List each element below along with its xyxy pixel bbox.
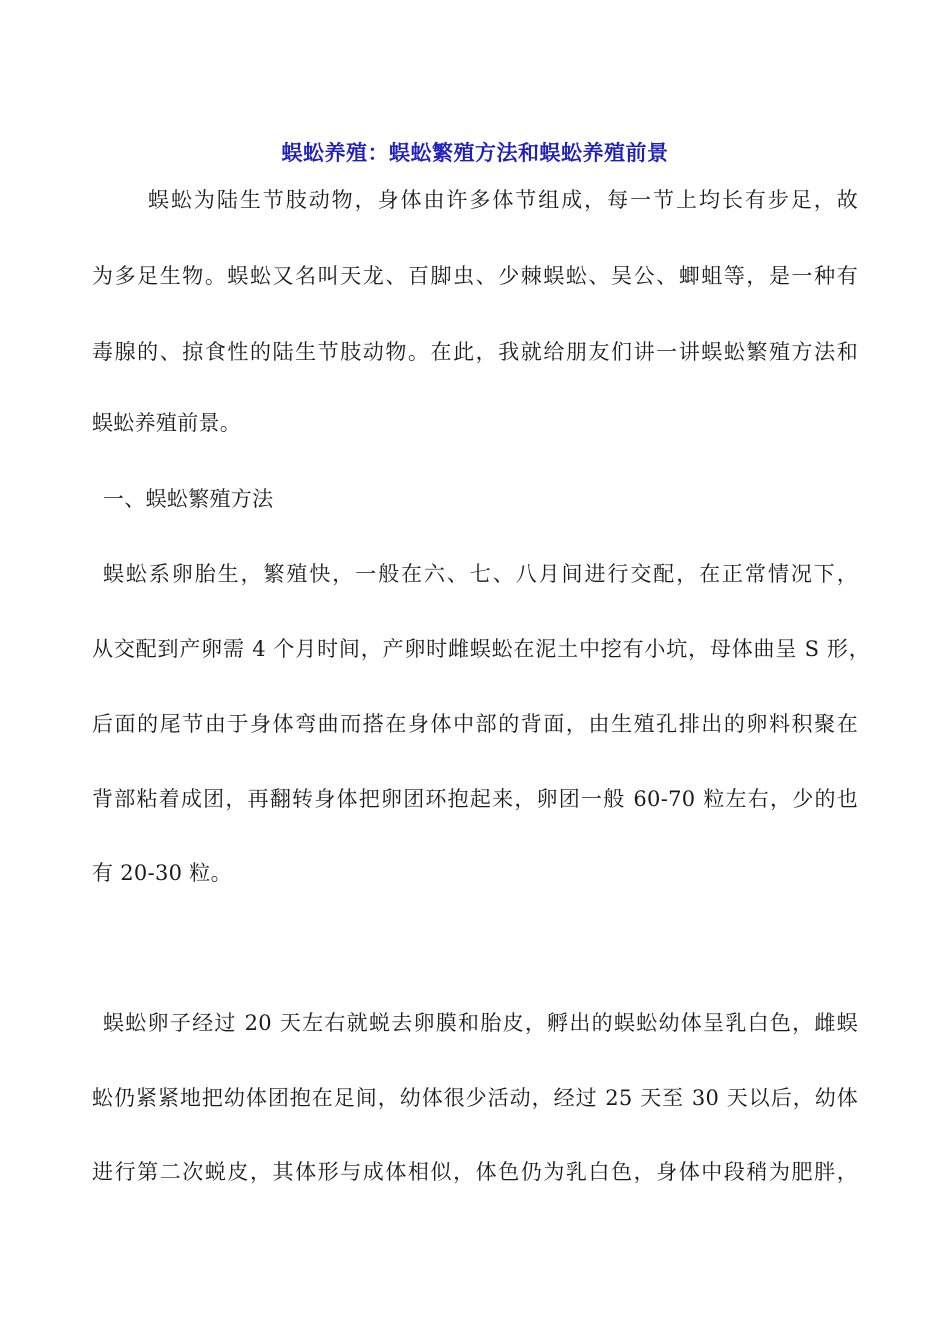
paragraph-line: 为多足生物。蜈蚣又名叫天龙、百脚虫、少棘蜈蚣、吴公、蝍蛆等，是一种有 xyxy=(92,264,858,288)
paragraph-line: 进行第二次蜕皮，其体形与成体相似，体色仍为乳白色，身体中段稍为肥胖， xyxy=(92,1160,858,1184)
paragraph-line: 蜈蚣系卵胎生，繁殖快，一般在六、七、八月间进行交配，在正常情况下， xyxy=(103,562,858,586)
paragraph-line: 从交配到产卵需 4 个月时间，产卵时雌蜈蚣在泥土中挖有小坑，母体曲呈 S 形， xyxy=(92,637,870,661)
document-title: 蜈蚣养殖：蜈蚣繁殖方法和蜈蚣养殖前景 xyxy=(281,140,669,165)
paragraph-line: 蚣仍紧紧地把幼体团抱在足间，幼体很少活动，经过 25 天至 30 天以后，幼体 xyxy=(92,1086,858,1110)
paragraph-line: 蜈蚣卵子经过 20 天左右就蜕去卵膜和胎皮，孵出的蜈蚣幼体呈乳白色，雌蜈 xyxy=(103,1011,858,1035)
section-heading: 一、蜈蚣繁殖方法 xyxy=(103,487,274,511)
paragraph-line: 背部粘着成团，再翻转身体把卵团环抱起来，卵团一般 60-70 粒左右，少的也 xyxy=(92,787,858,811)
paragraph-line: 后面的尾节由于身体弯曲而搭在身体中部的背面，由生殖孔排出的卵料积聚在 xyxy=(92,712,858,736)
paragraph-line: 蜈蚣为陆生节肢动物，身体由许多体节组成，每一节上均长有步足，故 xyxy=(148,188,858,212)
paragraph-line: 有 20-30 粒。 xyxy=(92,861,232,885)
paragraph-line: 毒腺的、掠食性的陆生节肢动物。在此，我就给朋友们讲一讲蜈蚣繁殖方法和 xyxy=(92,340,858,364)
paragraph-line: 蜈蚣养殖前景。 xyxy=(92,411,242,435)
